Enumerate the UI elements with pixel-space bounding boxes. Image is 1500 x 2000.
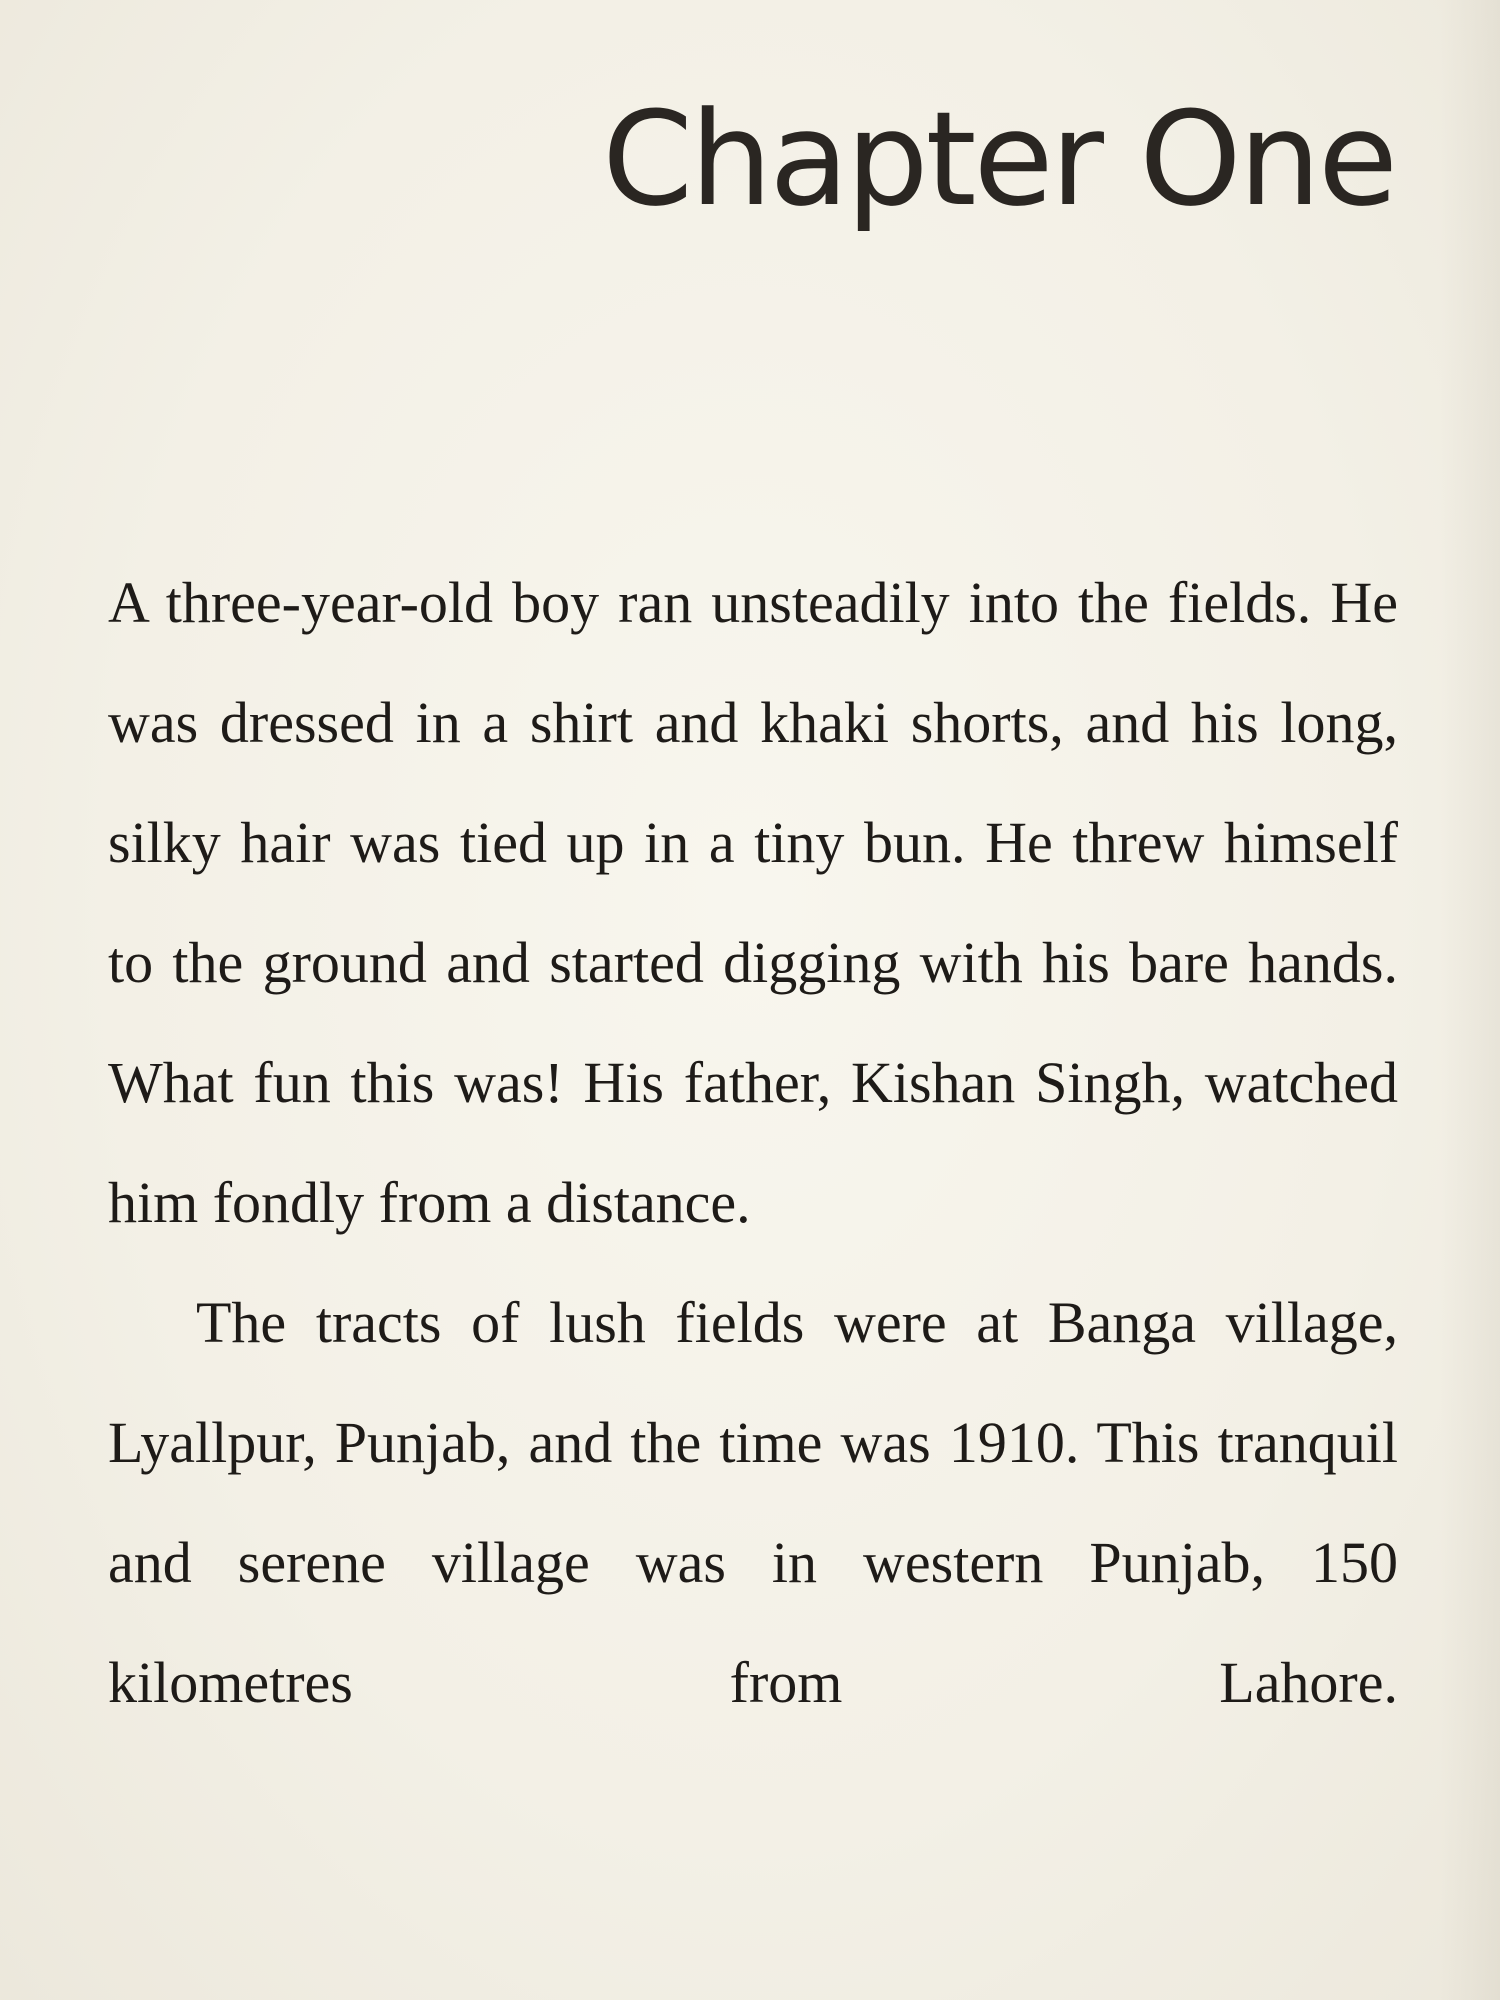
paragraph-2: The tracts of lush fields were at Banga village, Lyallpur, Punjab, and the time was 1910. This tranquil and serene village was in western Punjab, 150 kilometres from Lahore. (108, 1290, 1398, 1715)
page-edge-shadow (1440, 0, 1500, 2000)
paragraph-1: A three-year-old boy ran unsteadily into the fields. He was dressed in a shirt and khaki shorts, and his long, silky hair was tied up in a tiny bun. He threw himself to the ground and started digging with his bare hands. What fun this was! His father, Kishan Singh, watched him fondly from a distance. (108, 570, 1398, 1235)
chapter-title: Chapter One (602, 83, 1395, 235)
body-text (108, 543, 1398, 1743)
